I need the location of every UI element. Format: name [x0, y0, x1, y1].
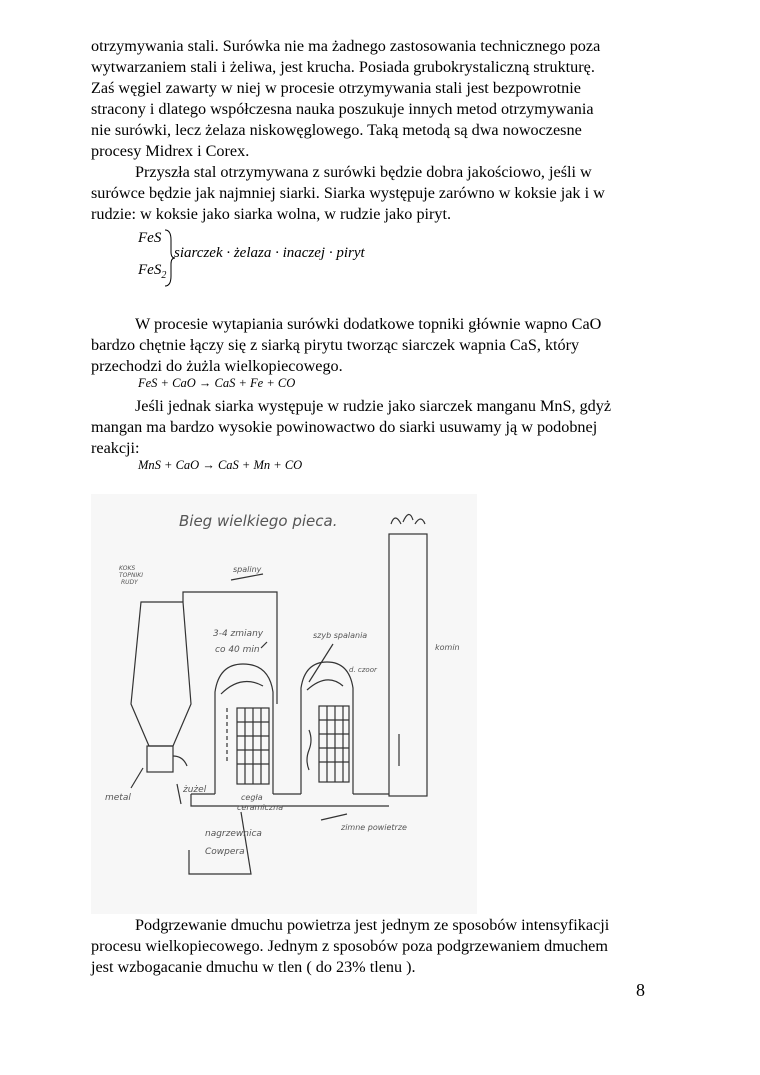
label-komin: komin: [435, 643, 460, 652]
paragraph-1: [91, 36, 671, 162]
label-metal: metal: [105, 793, 131, 803]
text-line: wytwarzaniem stali i żeliwa, jest krucha. Posiada grubokrystaliczną strukturę.: [91, 58, 595, 76]
label-nagrzewnica: nagrzewnica: [205, 829, 262, 839]
label-koks: KOKS: [119, 565, 136, 572]
paragraph-4: [91, 396, 671, 459]
text-line: procesu wielkopiecowego. Jednym z sposobów poza podgrzewaniem dmuchem: [91, 937, 608, 955]
text-line: procesy Midrex i Corex.: [91, 142, 250, 160]
paragraph-2: [91, 162, 671, 225]
text-line: nie surówki, lecz żelaza niskowęglowego. Taką metodą są dwa nowoczesne: [91, 121, 582, 139]
text-line: reakcji:: [91, 439, 140, 457]
text-line: Przyszła stal otrzymywana z surówki będzie dobra jakościowo, jeśli w: [135, 163, 592, 181]
label-spaliny: spaliny: [233, 565, 262, 574]
reaction-1: FeS + CaO → CaS + Fe + CO: [138, 376, 296, 390]
text-line: W procesie wytapiania surówki dodatkowe topniki głównie wapno CaO: [135, 315, 602, 333]
figure-title: Bieg wielkiego pieca.: [179, 512, 338, 530]
label-topniki: TOPNIKI: [119, 572, 143, 579]
label-szyb: szyb spalania: [313, 631, 368, 640]
paragraph-3: [91, 314, 671, 377]
label-ceramiczna: ceramiczna: [237, 803, 284, 812]
formula-fes2: FeS$_2$: [138, 262, 167, 281]
text-line: Jeśli jednak siarka występuje w rudzie jako siarczek manganu MnS, gdyż: [135, 397, 612, 415]
text-line: Zaś węgiel zawarty w niej w procesie otrzymywania stali jest bezpowrotnie: [91, 79, 581, 97]
brace-text: siarczek · żelaza · inaczej · piryt: [174, 245, 365, 261]
label-zimne: zimne powietrze: [341, 823, 407, 832]
label-cowpera: Cowpera: [205, 847, 245, 857]
text-line: stracony i dlatego współczesna nauka poszukuje innych metod otrzymywania: [91, 100, 594, 118]
text-line: rudzie: w koksie jako siarka wolna, w rudzie jako piryt.: [91, 205, 452, 223]
text-line: bardzo chętnie łączy się z siarką pirytu tworząc siarczek wapnia CaS, który: [91, 336, 580, 354]
blast-furnace-drawing: [91, 494, 477, 914]
text-line: surówce będzie jak najmniej siarki. Siarka występuje zarówno w koksie jak i w: [91, 184, 605, 202]
label-co40: co 40 min: [215, 645, 260, 655]
figure-labels: [91, 494, 477, 914]
text-line: przechodzi do żużla wielkopiecowego.: [91, 357, 343, 375]
text-line: Podgrzewanie dmuchu powietrza jest jednym ze sposobów intensyfikacji: [135, 916, 610, 934]
label-cegla: cegła: [241, 793, 263, 802]
paragraph-5: [91, 915, 671, 978]
text-line: jest wzbogacanie dmuchu w tlen ( do 23% tlenu ).: [91, 958, 416, 976]
formula-fes: FeS: [138, 230, 162, 246]
label-zuzel: żużel: [183, 785, 207, 795]
page-number: 8: [636, 980, 645, 1000]
label-zmiany: 3-4 zmiany: [213, 629, 264, 639]
reaction-2: MnS + CaO → CaS + Mn + CO: [138, 458, 303, 472]
text-line: mangan ma bardzo wysokie powinowactwo do siarki usuwamy ją w podobnej: [91, 418, 598, 436]
text-line: otrzymywania stali. Surówka nie ma żadnego zastosowania technicznego poza: [91, 37, 601, 55]
label-doczoor: d. czoor: [349, 666, 377, 674]
label-rudy: RUDY: [121, 579, 138, 586]
